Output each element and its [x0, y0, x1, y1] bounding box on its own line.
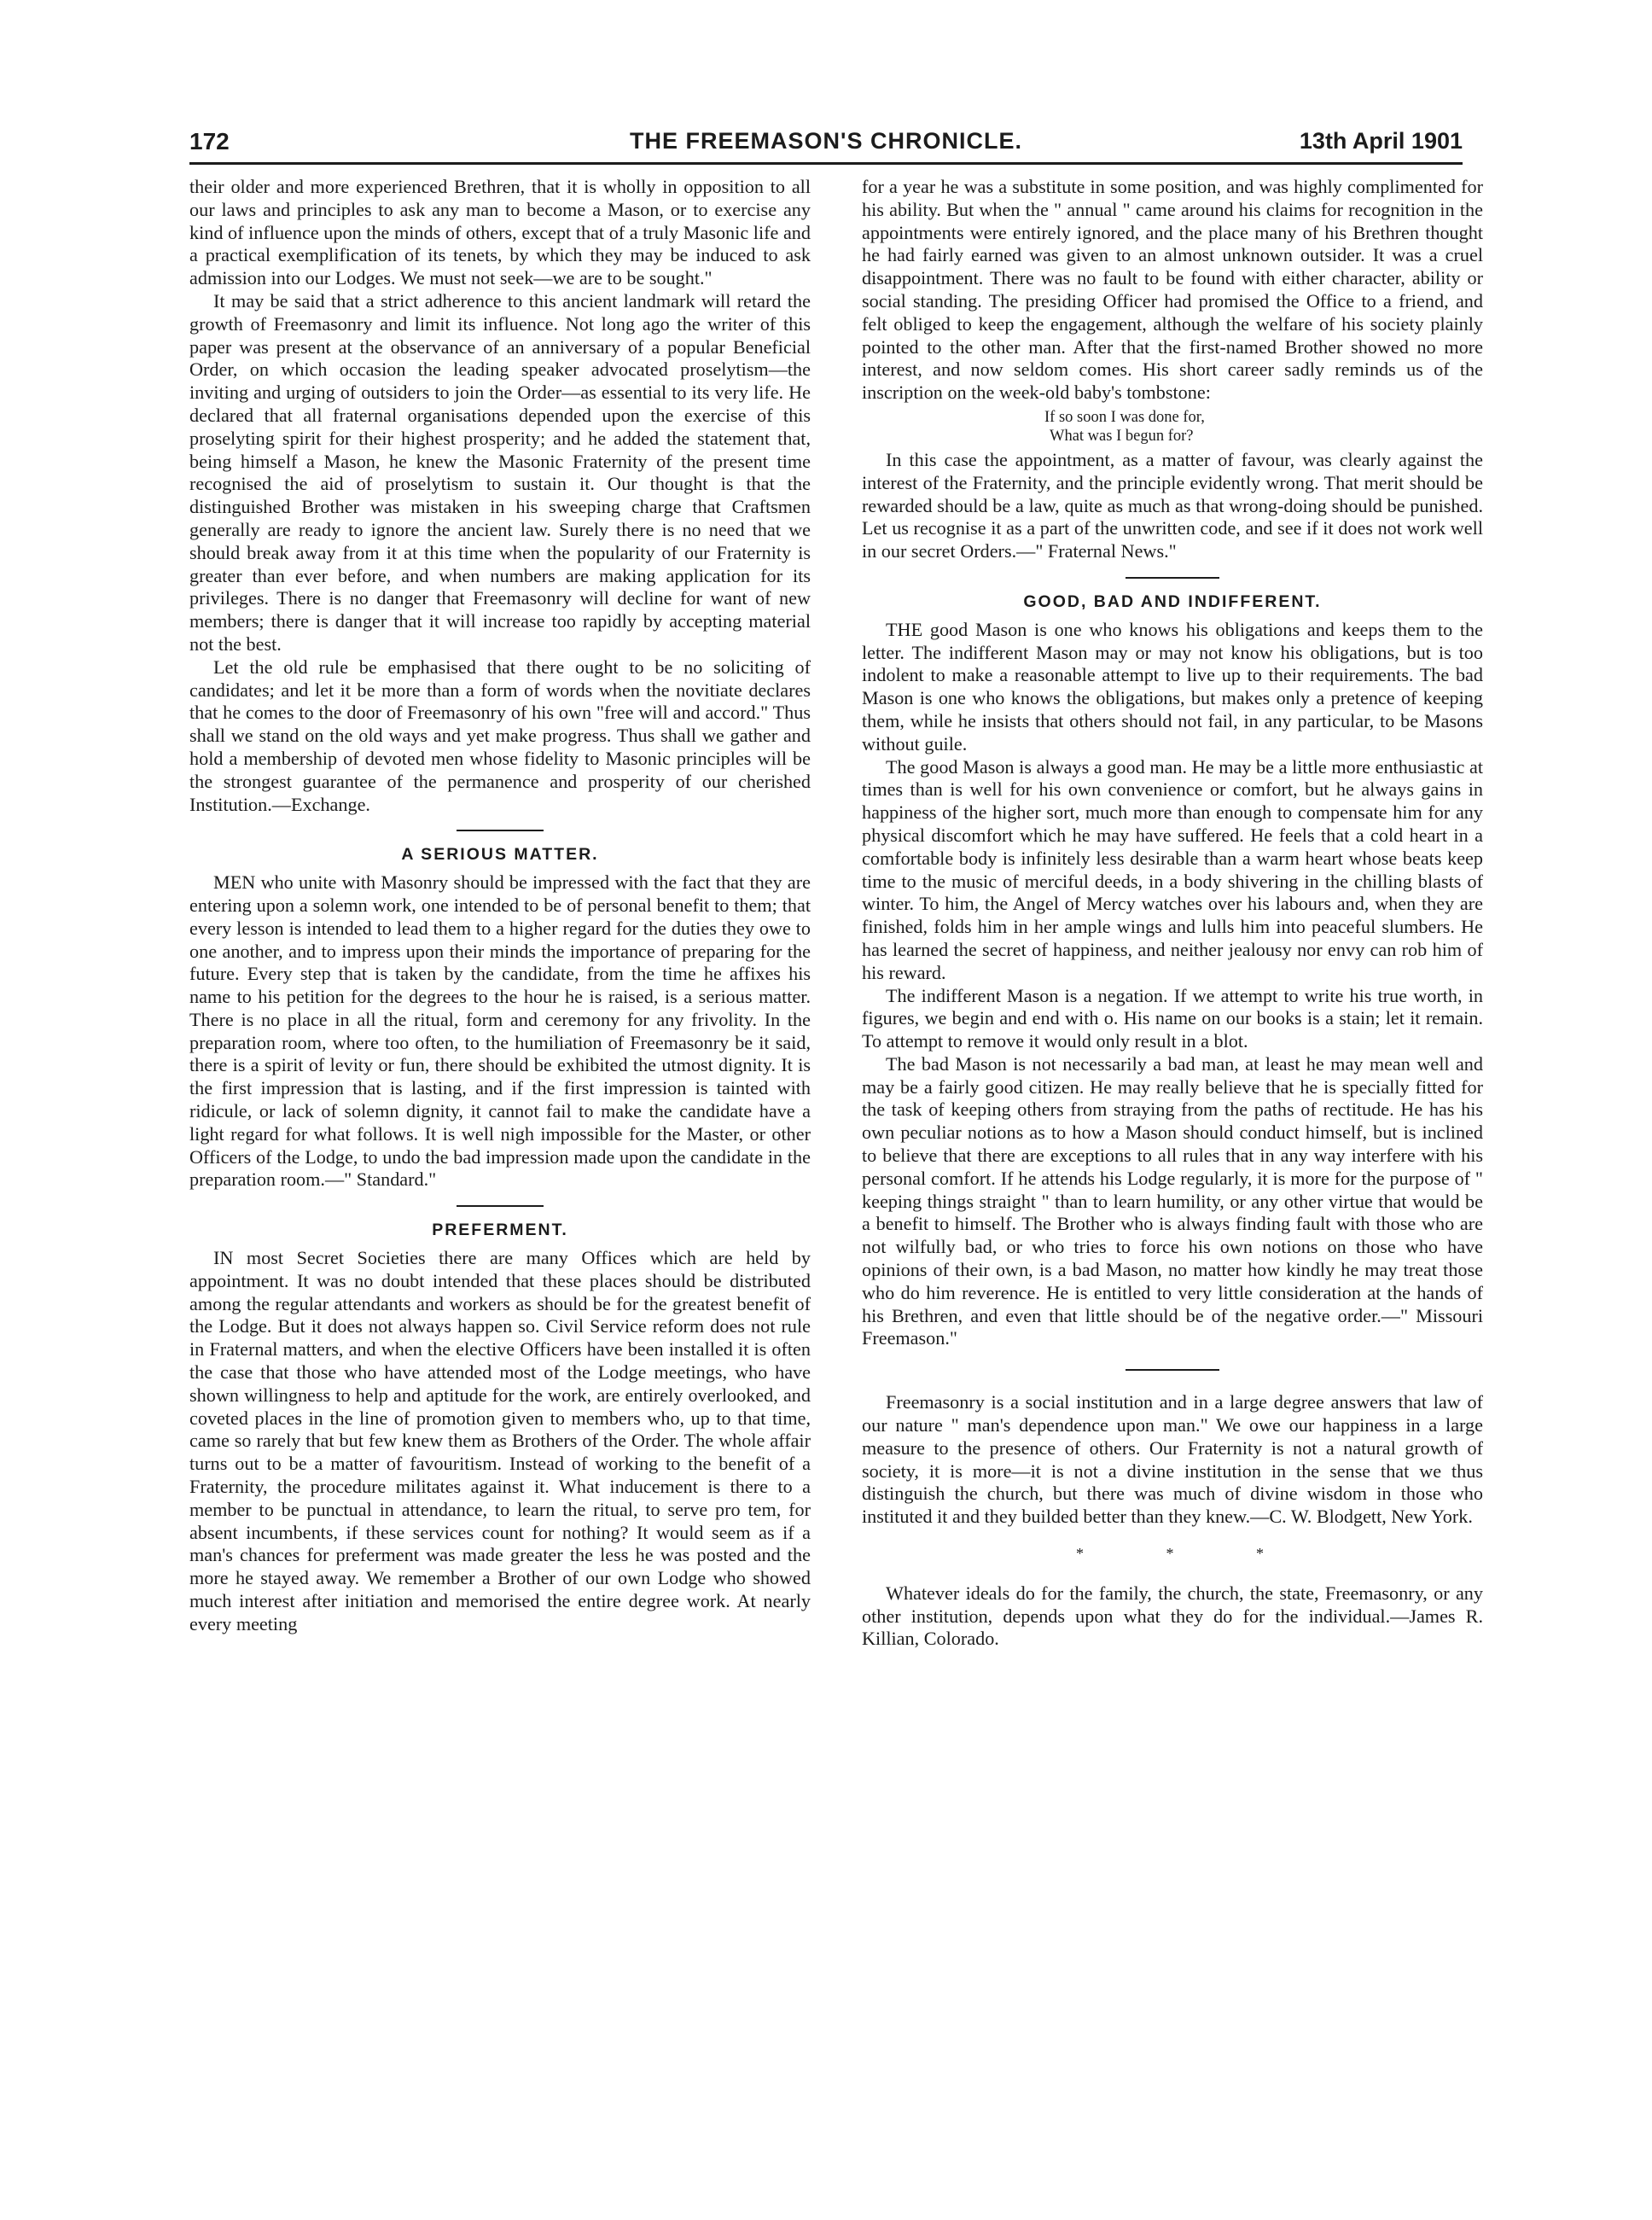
- article-heading: PREFERMENT.: [432, 1221, 568, 1240]
- article-paragraph: THE good Mason is one who knows his obligations and keeps them to the letter. The indifferent Mason may or may not know his obligations, but is too indolent to make a reasonable attempt to live up to their requirements. The bad Mason is one who knows the obligations, but makes only a pretence of keeping them, while he insists that others should not fail, in any particular, to be Masons without guile.: [862, 618, 1483, 755]
- asterism: * * *: [1076, 1545, 1303, 1563]
- verse-line: If so soon I was done for,: [1044, 408, 1205, 426]
- page-number: 172: [189, 128, 230, 154]
- article-paragraph: IN most Secret Societies there are many Offices which are held by appointment. It was no doubt intended that these places should be distributed among the regular attendants and workers as should be for the greatest benefit of the Lodge. But it does not always happen so. Civil Service reform does not rule in Fraternal matters, and when the elective Officers have been installed it is often the case that those who have attended most of the Lodge meetings, who have shown willingness to help and aptitude for the work, are entirely overlooked, and coveted places in the line of promotion given to members who, up to that time, came so rarely that but few knew them as Brothers of the Order. The whole affair turns out to be a matter of favouritism. Instead of working to the benefit of a Fraternity, the procedure militates against it. What inducement is there to a member to be punctual in attendance, to learn the ritual, to serve pro tem, for absent incumbents, if these services count for nothing? It would seem as if a man's chances for preferment was made greater the less he was posted and the more he stayed away. We remember a Brother of our own Lodge who showed much interest after initiation and memorised the entire degree work. At nearly every meeting: [189, 1247, 811, 1634]
- article-paragraph: The good Mason is always a good man. He may be a little more enthusiastic at times than is well for his own convenience or comfort, but he always gains in happiness of the higher sort, much more than enough to compensate him for any physical discomfort which he may have suffered. He feels that a cold heart in a comfortable body is infinitely less desirable than a warm heart whose beats keep time to the music of merciful deeds, in a body shivering in the chilling blasts of winter. To him, the Angel of Mercy watches over his labours and, when they are finished, folds him in her ample wings and lulls him into peaceful slumbers. He has learned the secret of happiness, and neither jealousy nor envy can rob him of his reward.: [862, 755, 1483, 983]
- continued-article: [189, 176, 811, 816]
- article-heading: A SERIOUS MATTER.: [401, 845, 599, 865]
- running-header: [189, 126, 1463, 167]
- verse-line: What was I begun for?: [1050, 427, 1194, 445]
- article-paragraph: It may be said that a strict adherence to this ancient landmark will retard the growth of Freemasonry and limit its influence. Not long ago the writer of this paper was present at the observance of an anniversary of a popular Beneficial Order, on which occasion the leading speaker advocated proselytism—the inviting and urging of outsiders to join the Order—as essential to its very life. He declared that all fraternal organisations depended upon the exercise of this proselyting spirit for their highest prosperity; and he added the statement that, being himself a Mason, he knew the Masonic Fraternity of the present time recognised the aid of proselytism to sustain it. Our thought is that the distinguished Brother was mistaken in his sweeping charge that Craftsmen generally are ready to ignore the ancient law. Surely there is no need that we should break away from it at this time when the popularity of our Fraternity is greater than ever before, and when numbers are making application for its privileges. There is no danger that Freemasonry will decline for want of new members; there is danger that it will increase too rapidly by accepting material not the best.: [189, 289, 811, 655]
- article-paragraph: Let the old rule be emphasised that there ought to be no soliciting of candidates; and let it be more than a form of words when the novitiate declares that he comes to the door of Freemasonry of his own "free will and accord." Thus shall we stand on the old ways and yet make progress. Thus shall we gather and hold a membership of devoted men whose fidelity to Masonic principles will be the strongest guarantee of the permanence and prosperity of our cherished Institution.—Exchange.: [189, 656, 811, 815]
- article-paragraph: In this case the appointment, as a matter of favour, was clearly against the interest of the Fraternity, and the principle evidently wrong. That merit should be rewarded should be a law, quite as much as that wrong-doing should be punished. Let us recognise it as a part of the unwritten code, and see if it does not work well in our secret Orders.—" Fraternal News.": [862, 448, 1483, 562]
- article-paragraph: The bad Mason is not necessarily a bad man, at least he may mean well and may be a fairly good citizen. He may really believe that he is specially fitted for the task of keeping others from straying from the paths of rectitude. He has his own peculiar notions as to how a Mason should conduct himself, but is inclined to believe that there are exceptions to all rules that in any way interfere with his personal comfort. If he attends his Lodge regularly, it is more for the purpose of " keeping things straight " than to learn humility, or any other virtue that would be a benefit to himself. The Brother who is always finding fault with those who are not wilfully bad, or who tries to force his own notions on those who have opinions of their own, is a bad Mason, no matter how kindly he may treat those who do him reverence. He is entitled to very little consideration at the hands of his Brethren, and even that little should be of the negative order.—" Missouri Freemason.": [862, 1052, 1483, 1349]
- article-good-bad-indifferent: [862, 591, 1483, 1350]
- article-paragraph: Whatever ideals do for the family, the church, the state, Freemasonry, or any other institution, depends upon what they do for the individual.—James R. Killian, Colorado.: [862, 1582, 1483, 1650]
- article-paragraph: their older and more experienced Brethren, that it is wholly in opposition to all our laws and principles to ask any man to become a Mason, or to exercise any kind of influence upon the minds of others, except that of a truly Masonic life and a practical exemplification of its tenets, by which they may be induced to ask admission into our Lodges. We must not seek—we are to be sought.": [189, 176, 811, 289]
- article-heading: GOOD, BAD AND INDIFFERENT.: [1023, 591, 1322, 611]
- header-rule: [189, 162, 1463, 165]
- article-paragraph: for a year he was a substitute in some position, and was highly complimented for his ability. But when the " annual " came around his claims for recognition in the appointments were entirely ignored, and the place many of his Brethren thought he had fairly earned was given to an almost unknown outsider. It was a cruel disappointment. There was no fault to be found with either character, ability or social standing. The presiding Officer had promised the Office to a friend, and felt obliged to keep the engagement, although the welfare of his society plainly pointed to the other man. After that the first-named Brother showed no more interest, and now seldom comes. His short career sadly reminds us of the inscription on the week-old baby's tombstone:: [862, 176, 1483, 404]
- article-serious-matter: [189, 843, 811, 1192]
- article-ideals: [862, 1582, 1483, 1651]
- article-social-institution: [862, 1391, 1483, 1565]
- article-separator: [457, 1205, 544, 1207]
- epitaph-verse: [862, 408, 1483, 446]
- article-paragraph: The indifferent Mason is a negation. If we attempt to write his true worth, in figures, we begin and end with o. His name on our books is a stain; let it remain. To attempt to remove it would only result in a blot.: [862, 984, 1483, 1052]
- issue-date: 13th April 1901: [1299, 128, 1463, 154]
- article-separator: [1126, 1369, 1219, 1371]
- article-separator: [457, 830, 544, 831]
- article-preferment: [189, 1219, 811, 1635]
- article-paragraph: MEN who unite with Masonry should be impressed with the fact that they are entering upon a solemn work, one intended to be of personal benefit to them; that every lesson is intended to lead them to a higher regard for the duties they owe to one another, and to impress upon their minds the importance of preparing for the future. Every step that is taken by the candidate, from the time he affixes his name to his petition for the degrees to the hour he is raised, is a serious matter. There is no place in all the ritual, form and ceremony for any frivolity. In the preparation room, where too often, to the humiliation of Freemasonry be it said, there is a spirit of levity or fun, there should be exhibited the utmost dignity. It is the first impression that is lasting, and if the first impression is tainted with ridicule, or lack of solemn dignity, it cannot fail to make the candidate have a light regard for what follows. It is well nigh impossible for the Master, or other Officers of the Lodge, to undo the bad impression made upon the candidate in the preparation room.—" Standard.": [189, 871, 811, 1191]
- left-column: [189, 176, 811, 1636]
- article-preferment-continued: [862, 176, 1483, 563]
- article-separator: [1126, 577, 1219, 579]
- article-paragraph: Freemasonry is a social institution and in a large degree answers that law of our nature " man's dependence upon man." We owe our happiness in a large measure to the presence of others. Our Fraternity is not a natural growth of society, it is more—it is not a divine institution in the sense that we thus distinguish the church, but there was much of divine wisdom in those who instituted it and they builded better than they knew.—C. W. Blodgett, New York.: [862, 1391, 1483, 1528]
- publication-title: THE FREEMASON'S CHRONICLE.: [630, 128, 1022, 154]
- right-column: [862, 176, 1483, 1651]
